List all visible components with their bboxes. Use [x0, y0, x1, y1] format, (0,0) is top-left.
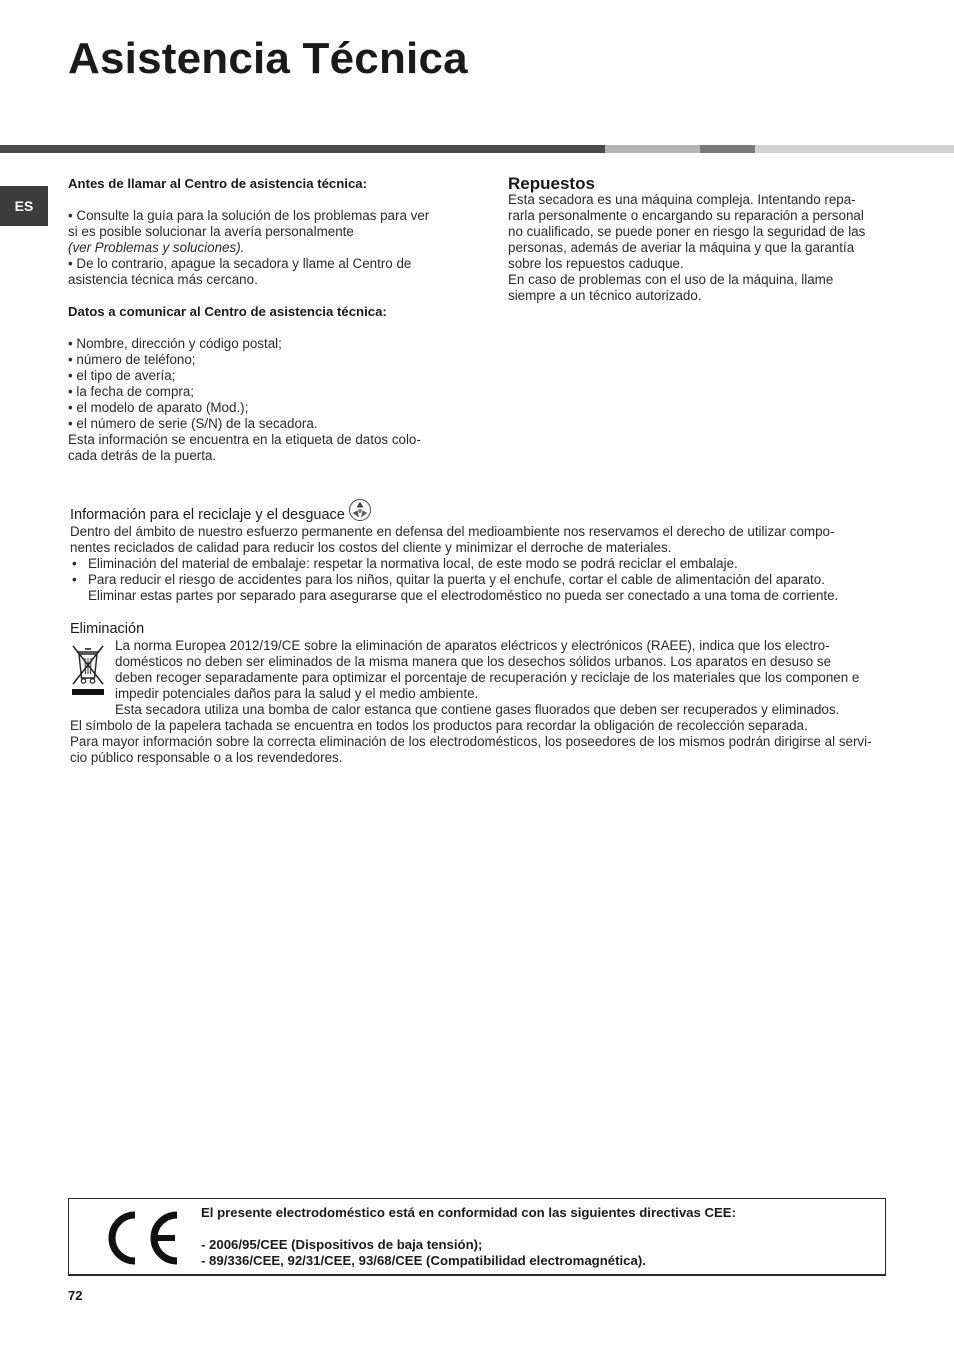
spare-parts-line: rarla personalmente o encargando su reparación a personal: [508, 208, 864, 223]
list-item: • la fecha de compra;: [68, 384, 195, 399]
recycling-heading-row: [70, 498, 890, 524]
list-item: • el tipo de avería;: [68, 368, 176, 383]
disposal-section: [70, 620, 890, 766]
list-item: • Nombre, dirección y código postal;: [68, 336, 282, 351]
ce-mark-icon: [101, 1209, 179, 1267]
before-calling-heading: Antes de llamar al Centro de asistencia técnica:: [68, 176, 368, 191]
header-bar-dark: [0, 145, 605, 153]
data-to-communicate-heading: Datos a comunicar al Centro de asistencia técnica:: [68, 304, 387, 319]
before-calling-item-2-line-1: • De lo contrario, apague la secadora y llame al Centro de: [68, 256, 412, 271]
before-calling-item-2-line-2: asistencia técnica más cercano.: [68, 272, 258, 287]
before-calling-item-1-line-1: • Consulte la guía para la solución de los problemas para ver: [68, 208, 430, 223]
spare-parts-line: Esta secadora es una máquina compleja. Intentando repa-: [508, 192, 856, 207]
crossed-out-bin-icon: [70, 640, 106, 696]
left-column: [68, 176, 458, 464]
page-number: 72: [68, 1288, 83, 1303]
ce-conformity-box: [68, 1198, 886, 1276]
header-bar-light-2: [755, 145, 954, 153]
disposal-line: cio público responsable o a los revendedores.: [70, 750, 343, 765]
list-item: • número de teléfono;: [68, 352, 196, 367]
ce-text: [201, 1205, 871, 1269]
disposal-line: Esta secadora utiliza una bomba de calor estanca que contiene gases fluorados que deben ser recuperados y eliminados.: [115, 702, 840, 717]
recycling-intro-line-1: Dentro del ámbito de nuestro esfuerzo permanente en defensa del medioambiente nos reservamos el derecho de utilizar compo-: [70, 524, 835, 539]
list-item: • el número de serie (S/N) de la secadora.: [68, 416, 318, 431]
ce-directive-line: - 89/336/CEE, 92/31/CEE, 93/68/CEE (Compatibilidad electromagnética).: [201, 1253, 646, 1268]
recycling-section: [70, 498, 890, 604]
recycling-intro-line-2: nentes reciclados de calidad para reducir los costos del cliente y minimizar el derroche de materiales.: [70, 540, 672, 555]
header-bar-light-1: [605, 145, 700, 153]
spare-parts-line: sobre los repuestos caduque.: [508, 256, 684, 271]
list-item: • el modelo de aparato (Mod.);: [68, 400, 249, 415]
disposal-line: Para mayor información sobre la correcta eliminación de los electrodomésticos, los poseedores de los mismos podrán dirigirse al servi-: [70, 734, 872, 749]
disposal-line: domésticos no deben ser eliminados de la misma manera que los desechos sólidos urbanos. Los aparatos en desuso se: [115, 654, 832, 669]
language-tab: ES: [0, 186, 48, 226]
recycle-icon: [348, 498, 372, 522]
before-calling-item-1-line-2: si es posible solucionar la avería personalmente: [68, 224, 354, 239]
disposal-heading: Eliminación: [70, 621, 145, 637]
spare-parts-heading: Repuestos: [508, 174, 595, 193]
spare-parts-line: siempre a un técnico autorizado.: [508, 288, 702, 303]
disposal-line: deben recoger separadamente para optimizar el porcentaje de recuperación y reciclaje de los materiales que los componen e: [115, 670, 860, 685]
disposal-line: El símbolo de la papelera tachada se encuentra en todos los productos para recordar la obligación de recolección separada.: [70, 718, 808, 733]
recycling-bullet-2-line-1: • Para reducir el riesgo de accidentes para los niños, quitar la puerta y el enchufe, cortar el cable de alimentación del aparato.: [70, 572, 890, 588]
ce-directive-line: - 2006/95/CEE (Dispositivos de baja tensión);: [201, 1237, 483, 1252]
before-calling-item-1-line-3: (ver Problemas y soluciones).: [68, 240, 245, 255]
ce-heading: El presente electrodoméstico está en conformidad con las siguientes directivas CEE:: [201, 1205, 736, 1220]
spare-parts-line: En caso de problemas con el uso de la máquina, llame: [508, 272, 834, 287]
spare-parts-line: personas, además de averiar la máquina y que la garantía: [508, 240, 855, 255]
recycling-heading: Información para el reciclaje y el desguace: [70, 507, 345, 523]
header-bar-mid: [700, 145, 755, 153]
disposal-indented-text: [70, 638, 890, 718]
recycling-bullet-2-line-2: Eliminar estas partes por separado para asegurarse que el electrodoméstico no pueda ser conectado a una toma de corriente.: [88, 588, 839, 603]
label-note-line-1: Esta información se encuentra en la etiqueta de datos colo-: [68, 432, 421, 447]
disposal-weee-row: [70, 638, 890, 718]
right-column: [508, 176, 888, 304]
disposal-line: impedir potenciales daños para la salud y el medio ambiente.: [115, 686, 479, 701]
page-title: Asistencia Técnica: [68, 34, 468, 83]
recycling-bullet-1: • Eliminación del material de embalaje: respetar la normativa local, de este modo se podrá reciclar el embalaje.: [70, 556, 890, 572]
spare-parts-line: no cualificado, se puede poner en riesgo la seguridad de las: [508, 224, 866, 239]
label-note-line-2: cada detrás de la puerta.: [68, 448, 217, 463]
disposal-line: La norma Europea 2012/19/CE sobre la eliminación de aparatos eléctricos y electrónicos (RAEE), indica que los electro-: [115, 638, 830, 653]
